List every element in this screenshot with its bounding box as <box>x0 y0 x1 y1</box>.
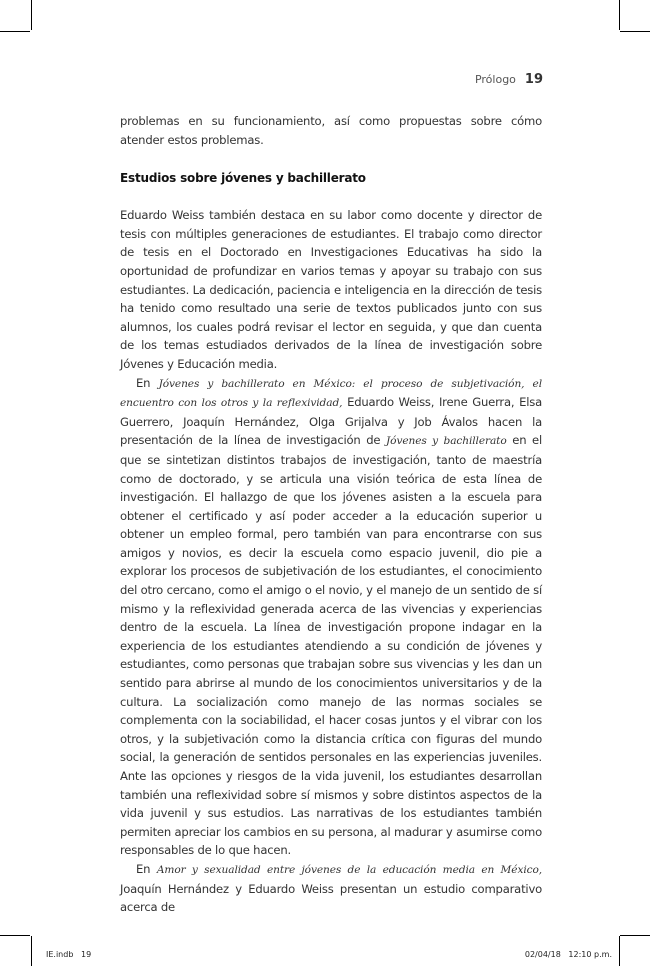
slug-file: IE.indb 19 <box>46 950 92 959</box>
crop-mark-bottom-right-v <box>619 936 620 966</box>
section-heading: Estudios sobre jóvenes y bachillerato <box>120 171 366 186</box>
paragraph-2-authors: Eduardo Weiss, Irene Guerra, Elsa Guerrero, Joaquín Hernández, Olga Grijalva y Job Ávalos hacen la presentación de la línea de investigación de <box>120 395 542 448</box>
paragraph-2-body: en el que se sintetizan distintos trabajos de investigación, tanto de maestría como de doctorado, y se articula una visión teórica de esta línea de investigación. El hallazgo de que los jóvenes asisten a la escuela para obtener el certificado y así poder acceder a la educación superior u obtener un empleo formal, pero también van para encontrarse con sus amigos y novios, es decir la escuela como espacio juvenil, dio pie a explorar los procesos de subjetivación de los estudiantes, el conocimiento del otro cercano, como el amigo o el novio, y el manejo de un sentido de sí mismo y la reflexividad generada acerca de las vivencias y experiencias dentro de la escuela. La línea de investigación propone indagar en la experiencia de los estudiantes atendiendo a su condición de jóvenes y estudiantes, como personas que trabajan sobre sus vivencias y les dan un sentido para abrirse al mundo de los conocimientos universitarios y de la cultura. La socialización como manejo de las normas sociales se complementa con la sociabilidad, el hacer cosas juntos y el vibrar con los otros, y la subjetivación como la distancia crítica con figuras del mundo social, la generación de sentidos personales en las experiencias juveniles. Ante las opciones y riesgos de la vida juvenil, los estudiantes desarrollan también una reflexividad sobre sí mismos y sobre distintos aspectos de la vida juvenil y sus estudios. Las narrativas de los estudiantes también permiten apreciar los cambios en su persona, al madurar y asumirse como responsables de lo que hacen. <box>120 433 542 858</box>
running-head-section: Prólogo <box>474 73 516 86</box>
running-head <box>475 72 543 87</box>
paragraph-1: Eduardo Weiss también destaca en su labor como docente y director de tesis con múltiples generaciones de estudiantes. El trabajo como director de tesis en el Doctorado en Investigaciones Educativas ha sido la oportunidad de profundizar en varios temas y apoyar su trabajo con sus estudiantes. La dedicación, paciencia e inteligencia en la dirección de tesis ha tenido como resultado una serie de textos publicados junto con sus alumnos, los cuales podrá revisar el lector en seguida, y que dan cuenta de los temas estudiados derivados de la línea de investigación sobre Jóvenes y Educación media. <box>120 208 542 371</box>
crop-mark-top-left-h <box>0 31 30 32</box>
paragraph-2-lead: En <box>136 375 159 390</box>
paragraph-2 <box>120 374 542 860</box>
paragraph-3-lead: En <box>136 861 157 876</box>
paragraph-continuation: problemas en su funcionamiento, así como propuestas sobre cómo atender estos problemas. <box>120 114 542 147</box>
book-title-jovenes: Jóvenes y bachillerato en México: el proceso de subjetivación, el encuentro con los otros y la reflexividad, <box>120 377 542 410</box>
crop-mark-top-right-h <box>620 31 650 32</box>
slug-date: 02/04/18 12:10 p.m. <box>524 950 612 959</box>
crop-mark-top-right-v <box>619 0 620 30</box>
crop-mark-bottom-left-h <box>0 935 30 936</box>
crop-mark-top-left-v <box>31 0 32 30</box>
paragraph-3 <box>120 860 542 917</box>
crop-mark-bottom-left-v <box>31 936 32 966</box>
research-line-title: Jóvenes y bachillerato <box>386 435 507 448</box>
crop-mark-bottom-right-h <box>620 935 650 936</box>
book-title-amor: Amor y sexualidad entre jóvenes de la educación media en México, <box>156 863 543 876</box>
body-text <box>120 112 542 917</box>
page-number: 19 <box>524 72 543 87</box>
paragraph-3-body: Joaquín Hernández y Eduardo Weiss presentan un estudio comparativo acerca de <box>120 881 542 915</box>
